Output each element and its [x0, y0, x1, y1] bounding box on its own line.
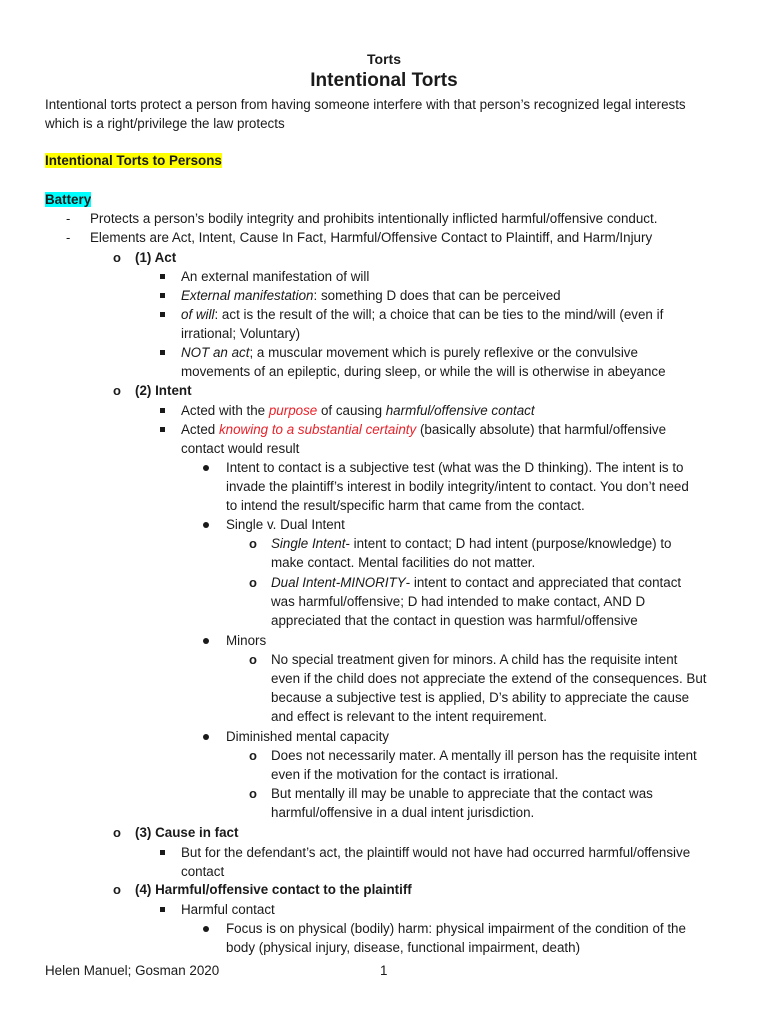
- dash-bullet-icon: -: [66, 211, 71, 226]
- battery-heading-highlight: Battery: [45, 192, 92, 207]
- square-bullet-icon: [160, 408, 165, 413]
- circle-bullet-icon: o: [113, 825, 121, 840]
- intent-item-1-term: harmful/offensive contact: [385, 403, 535, 418]
- cause-item-1-cont: contact: [181, 864, 225, 879]
- dash-bullet-icon: -: [66, 230, 71, 245]
- cause-heading: (3) Cause in fact: [135, 825, 239, 840]
- square-bullet-icon: [160, 427, 165, 432]
- act-item-4: [181, 344, 638, 362]
- contact-sub-1-line-2: body (physical injury, disease, functional impairment, death): [226, 940, 581, 955]
- act-item-2-text: : something D does that can be perceived: [313, 288, 561, 303]
- act-item-1: An external manifestation of will: [181, 269, 370, 284]
- circle-bullet-icon: o: [249, 748, 257, 763]
- dot-bullet-icon: [203, 734, 209, 740]
- intent-item-2-knowledge: knowing to a substantial certainty: [218, 422, 417, 437]
- dot-bullet-icon: [203, 926, 209, 932]
- footer-page-number: 1: [380, 963, 388, 978]
- dot-bullet-icon: [203, 522, 209, 528]
- dual-intent-text: - intent to contact and appreciated that contact: [405, 575, 682, 590]
- intent-sub-1-line-3: to intend the result/specific harm that came from the contact.: [226, 498, 585, 513]
- act-item-2-term: External manifestation: [181, 288, 314, 303]
- circle-bullet-icon: o: [113, 250, 121, 265]
- footer-author: Helen Manuel; Gosman 2020: [45, 963, 220, 978]
- circle-bullet-icon: o: [249, 786, 257, 801]
- single-intent-line-1: [271, 535, 671, 553]
- act-item-4-term: NOT an act: [181, 345, 250, 360]
- intent-item-1-purpose: purpose: [268, 403, 318, 418]
- section-heading: [45, 152, 222, 170]
- intent-item-2-text-b: (basically absolute) that harmful/offensive: [416, 422, 667, 437]
- square-bullet-icon: [160, 312, 165, 317]
- single-intent-line-2: make contact. Mental facilities do not matter.: [271, 555, 536, 570]
- diminished-2-line-2: harmful/offensive in a dual intent jurisdiction.: [271, 805, 535, 820]
- intent-item-2-text-a: Acted: [181, 422, 219, 437]
- dual-intent-line-3: appreciated that the contact in question was harmful/offensive: [271, 613, 638, 628]
- dual-intent-term: Dual Intent-MINORITY: [271, 575, 406, 590]
- square-bullet-icon: [160, 293, 165, 298]
- intent-sub-1-line-1: Intent to contact is a subjective test (what was the D thinking). The intent is to: [226, 460, 684, 475]
- intent-heading: (2) Intent: [135, 383, 192, 398]
- single-intent-term: Single Intent: [271, 536, 346, 551]
- battery-item-2: Elements are Act, Intent, Cause In Fact, Harmful/Offensive Contact to Plaintiff, and Harm/Injury: [90, 230, 653, 245]
- act-item-3: [181, 306, 663, 324]
- single-intent-text: - intent to contact; D had intent (purpose/knowledge) to: [345, 536, 672, 551]
- act-heading: (1) Act: [135, 250, 177, 265]
- cause-item-1: But for the defendant’s act, the plaintiff would not have had occurred harmful/offensive: [181, 845, 691, 860]
- act-item-3-term: of will: [181, 307, 215, 322]
- minors-line-3: because a subjective test is applied, D’s ability to appreciate the cause: [271, 690, 690, 705]
- intro-line-2: which is a right/privilege the law protects: [45, 116, 285, 131]
- square-bullet-icon: [160, 850, 165, 855]
- intent-sub-4: Diminished mental capacity: [226, 729, 389, 744]
- intent-item-1-text-a: Acted with the: [181, 403, 269, 418]
- contact-heading: (4) Harmful/offensive contact to the plaintiff: [135, 882, 412, 897]
- act-item-4-text: ; a muscular movement which is purely reflexive or the convulsive: [249, 345, 638, 360]
- minors-line-2: even if the child does not appreciate the extend of the consequences. But: [271, 671, 707, 686]
- act-item-4-cont: movements of an epileptic, during sleep, or while the will is otherwise in abeyance: [181, 364, 666, 379]
- square-bullet-icon: [160, 907, 165, 912]
- dot-bullet-icon: [203, 465, 209, 471]
- intent-sub-3: Minors: [226, 633, 267, 648]
- contact-sub-1-line-1: Focus is on physical (bodily) harm: physical impairment of the condition of the: [226, 921, 686, 936]
- minors-line-4: and effect is relevant to the intent requirement.: [271, 709, 547, 724]
- section-heading-highlight: Intentional Torts to Persons: [45, 153, 222, 168]
- circle-bullet-icon: o: [249, 575, 257, 590]
- intent-sub-1-line-2: invade the plaintiff’s interest in bodily integrity/intent to contact. You don’t need: [226, 479, 689, 494]
- dual-intent-line-2: was harmful/offensive; D had intended to make contact, AND D: [271, 594, 646, 609]
- circle-bullet-icon: o: [249, 536, 257, 551]
- intent-sub-2: Single v. Dual Intent: [226, 517, 345, 532]
- act-item-2: [181, 287, 561, 305]
- intent-item-2: [181, 421, 666, 439]
- act-item-3-text: : act is the result of the will; a choice that can be ties to the mind/will (even if: [214, 307, 664, 322]
- dual-intent-line-1: [271, 574, 681, 592]
- dot-bullet-icon: [203, 638, 209, 644]
- intent-item-2-cont: contact would result: [181, 441, 300, 456]
- square-bullet-icon: [160, 274, 165, 279]
- contact-item-1: Harmful contact: [181, 902, 275, 917]
- battery-item-1: Protects a person’s bodily integrity and prohibits intentionally inflicted harmful/offensive conduct.: [90, 211, 658, 226]
- diminished-1-line-2: even if the motivation for the contact is irrational.: [271, 767, 559, 782]
- intent-item-1-text-b: of causing: [317, 403, 386, 418]
- act-item-3-cont: irrational; Voluntary): [181, 326, 301, 341]
- battery-heading: [45, 191, 91, 209]
- intent-item-1: [181, 402, 535, 420]
- circle-bullet-icon: o: [113, 882, 121, 897]
- intro-line-1: Intentional torts protect a person from having someone interfere with that person’s recognized legal interests: [45, 97, 686, 112]
- square-bullet-icon: [160, 350, 165, 355]
- diminished-1-line-1: Does not necessarily mater. A mentally ill person has the requisite intent: [271, 748, 697, 763]
- circle-bullet-icon: o: [113, 383, 121, 398]
- circle-bullet-icon: o: [249, 652, 257, 667]
- diminished-2-line-1: But mentally ill may be unable to appreciate that the contact was: [271, 786, 653, 801]
- document-subtitle: Intentional Torts: [310, 70, 458, 91]
- document-title: Torts: [367, 51, 401, 67]
- minors-line-1: No special treatment given for minors. A child has the requisite intent: [271, 652, 678, 667]
